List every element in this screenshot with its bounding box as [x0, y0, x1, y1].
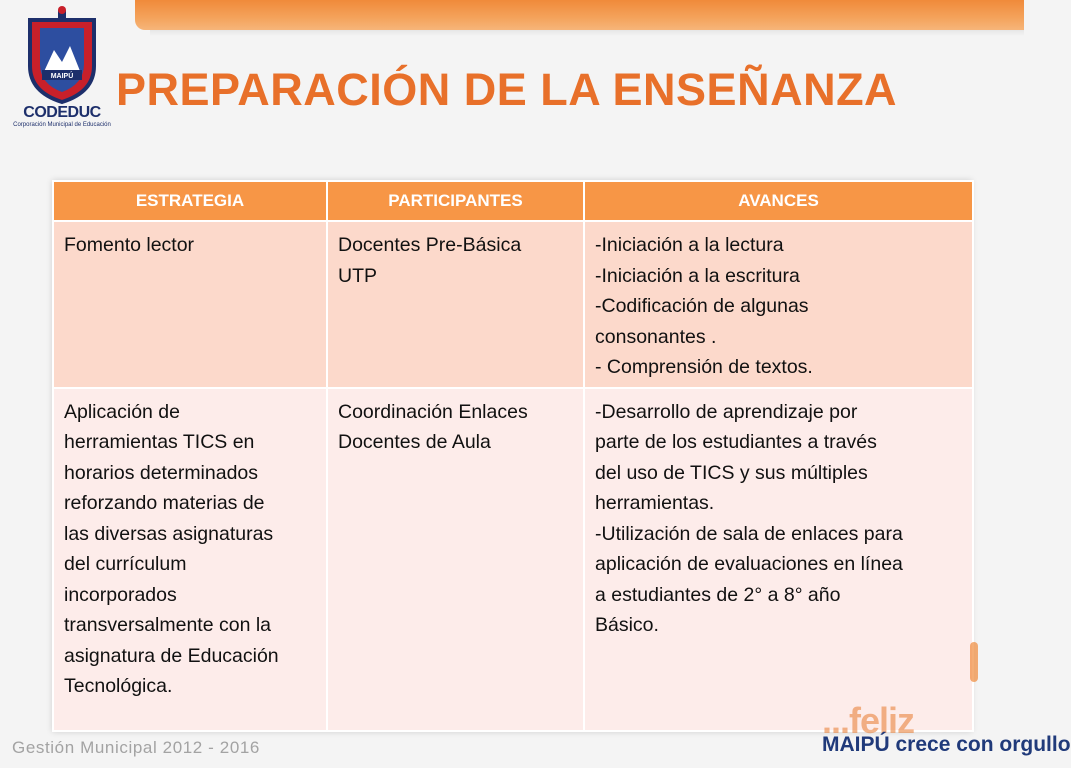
cell-avances [584, 221, 973, 388]
table-row [53, 388, 973, 732]
cell-line: -Utilización de sala de enlaces para [595, 522, 903, 545]
cell-line: consonantes . [595, 325, 717, 348]
brand-partial-text: ...feliz [822, 700, 915, 741]
logo-caption: CODEDUC [23, 104, 101, 121]
cell-line: incorporados [64, 583, 177, 606]
cell-line: Tecnológica. [64, 675, 173, 697]
codeduc-logo [12, 6, 112, 128]
cell-avances [584, 388, 973, 732]
cell-line: UTP [338, 264, 377, 287]
cell-line: -Iniciación a la escritura [595, 264, 800, 287]
cell-line: asignatura de Educación [64, 644, 279, 667]
cell-line: transversalmente con la [64, 614, 272, 636]
cell-estrategia [53, 388, 327, 732]
cell-line: - Comprensión de textos. [595, 356, 813, 378]
cell-line: reforzando materias de [64, 492, 265, 514]
cell-line: a estudiantes de 2° a 8° año [595, 583, 841, 606]
cell-line: del currículum [64, 553, 187, 575]
logo-subcaption: Corporación Municipal de Educación [13, 122, 111, 128]
cell-line: herramientas TICS en [64, 431, 255, 453]
column-header-avances: AVANCES [584, 181, 973, 221]
cell-line: Aplicación de [64, 400, 180, 423]
cell-line: parte de los estudiantes a través [595, 431, 877, 453]
decorative-orange-mark [970, 642, 978, 682]
page-title: PREPARACIÓN DE LA ENSEÑANZA [116, 64, 898, 115]
brand-slogan: MAIPÚ crece con orgullo [822, 733, 1071, 756]
table-header-row [53, 181, 973, 221]
cell-line: horarios determinados [64, 461, 259, 484]
column-header-estrategia: ESTRATEGIA [53, 181, 327, 221]
cell-participantes [327, 388, 584, 732]
cell-line: Fomento lector [64, 234, 195, 256]
cell-line: Coordinación Enlaces [338, 400, 528, 423]
cell-line: Básico. [595, 614, 659, 636]
cell-line: Docentes Pre-Básica [338, 234, 522, 256]
table-row [53, 221, 973, 388]
cell-line: Docentes de Aula [338, 431, 491, 453]
stripe-shadow [150, 30, 1024, 36]
cell-line: del uso de TICS y sus múltiples [595, 461, 868, 484]
cell-line: -Codificación de algunas [595, 295, 809, 317]
top-decorative-stripe [135, 0, 1024, 30]
cell-line: -Desarrollo de aprendizaje por [595, 400, 858, 423]
cell-participantes [327, 221, 584, 388]
strategy-table-container [52, 180, 972, 732]
emblem-label: MAIPÚ [50, 73, 74, 80]
cell-estrategia [53, 221, 327, 388]
shield-emblem-icon [12, 6, 112, 104]
cell-line: aplicación de evaluaciones en línea [595, 553, 903, 575]
footer-management-period: Gestión Municipal 2012 - 2016 [12, 738, 260, 757]
column-header-participantes: PARTICIPANTES [327, 181, 584, 221]
strategy-table [52, 180, 974, 732]
cell-line: -Iniciación a la lectura [595, 234, 784, 256]
cell-line: las diversas asignaturas [64, 522, 274, 545]
cell-line: herramientas. [595, 492, 715, 514]
